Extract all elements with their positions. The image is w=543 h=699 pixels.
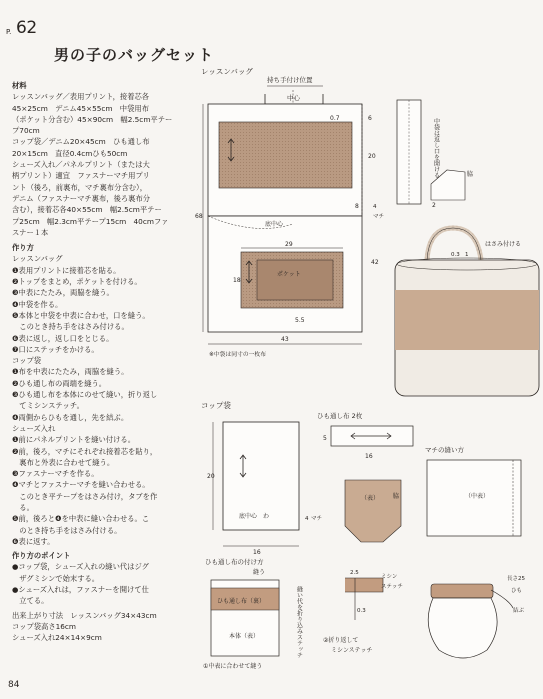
finished-size-line: コップ袋高さ16cm: [12, 621, 77, 631]
casing-attach-title: ひも通し布の付け方: [205, 558, 264, 566]
material-line: コップ袋／デニム20×45cm ひも通し布: [12, 137, 150, 147]
shoes-heading: シューズ入れ: [12, 423, 56, 433]
finished-list: [12, 621, 195, 644]
shoes-step: ❷前，後ろ，マチにそれぞれ接着芯を貼り，: [12, 446, 158, 456]
body-front-label: 本体（表）: [229, 633, 260, 640]
machine-label: ミシン: [381, 574, 398, 580]
pocket-label: ポケット: [277, 271, 301, 278]
shoes-step: ❶前にパネルプリントを縫い付ける。: [12, 435, 135, 445]
side-label: 脇: [467, 171, 474, 178]
lesson-step: ❼口にステッチをかける。: [12, 344, 99, 354]
lesson-step: ❸中表にたたみ，両脇を縫う。: [12, 288, 114, 298]
dim-42: 42: [371, 259, 379, 266]
page-number: 84: [8, 680, 20, 690]
lesson-denim-band: [219, 122, 352, 188]
finished-heading: 出来上がり寸法 レッスンバッグ34×43cm: [12, 610, 157, 620]
lesson-step: ❻表に返し，返し口をとじる。: [12, 333, 114, 343]
materials-list: [12, 91, 195, 238]
tote-denim-band: [395, 290, 539, 350]
dim-18: 18: [233, 277, 241, 284]
howto-heading: 作り方: [12, 243, 34, 253]
sew-label: 縫う: [253, 569, 266, 576]
lining-note: ※中袋は同寸の一枚布: [209, 352, 267, 358]
mache-label: マチ: [373, 214, 385, 220]
gusset-right-sides-label: （中表）: [465, 493, 490, 500]
lesson-step: ❷トップをまとめ，ポケットを付ける。: [12, 277, 142, 287]
cup-steps: [12, 366, 195, 422]
cup-mache-label: マチ: [311, 516, 323, 522]
lesson-heading: レッスンバッグ: [12, 254, 63, 264]
points-heading: 作り方のポイント: [12, 551, 71, 561]
pocket: [257, 260, 333, 300]
dim-6: 6: [368, 115, 372, 122]
point-item: 立てる。: [12, 596, 49, 606]
casing-dim-5: 5: [323, 435, 327, 442]
materials-heading: 材料: [12, 81, 27, 90]
dim-55: 5.5: [295, 317, 305, 324]
material-line: プ70cm: [12, 126, 40, 136]
casing-reverse-label: ひも通し布（裏）: [217, 598, 266, 605]
cup-heading: コップ袋: [12, 356, 42, 366]
gusset-diagram: [345, 480, 401, 542]
gusset-title: マチの縫い方: [425, 446, 464, 454]
gusset-side-label: 脇: [393, 493, 400, 500]
instructions-column: [12, 78, 195, 644]
dim-20: 20: [368, 153, 376, 160]
stitch-label: ステッチ: [381, 584, 403, 590]
shoes-steps: [12, 434, 195, 547]
material-line: スナー１本: [12, 227, 49, 237]
center-label: 中心: [287, 94, 300, 102]
dim-4: 4: [373, 204, 377, 210]
cup-dim-20: 20: [207, 473, 215, 480]
cup-step: ❹両側からひもを通し，先を結ぶ。: [12, 412, 129, 422]
step2b-label: ミシンステッチ: [331, 647, 373, 654]
material-line: 柄プリント）適宜 ファスナーマチ用プリ: [12, 171, 150, 181]
material-line: 含む），接着芯各40×55cm 幅2.5cm平テー: [12, 205, 162, 215]
material-line: ント（後ろ，前裏布，マチ裏布分含む），: [12, 182, 147, 192]
cup-dim-4: 4: [305, 516, 309, 522]
lesson-step: ❺本体と中袋を中表に合わせ，口を縫う。: [12, 310, 150, 320]
dim-68: 68: [195, 213, 203, 220]
tie-label: 結ぶ: [513, 608, 525, 614]
step2-dim-03: 0.3: [357, 608, 366, 614]
page-badge-number: 62: [16, 18, 37, 38]
sandwich-label: はさみ付ける: [485, 241, 522, 248]
cup-dim-16: 16: [253, 549, 261, 556]
dim-07: 0.7: [330, 115, 340, 122]
casing-dim-16: 16: [365, 453, 373, 460]
string-casing-title: ひも通し布 2枚: [317, 412, 363, 420]
dim-43: 43: [281, 336, 289, 343]
shoes-step: のとき持ち手をはさみ付ける。: [12, 525, 122, 535]
lesson-steps: [12, 265, 195, 355]
material-line: レッスンバッグ／表用プリント，接着芯各: [12, 92, 150, 102]
shoes-step: ❺前，後ろと❹を中表に縫い合わせる。こ: [12, 514, 150, 524]
dim-2: 2: [432, 202, 436, 209]
point-item: ●シューズ入れは，ファスナーを開けて仕: [12, 585, 149, 595]
step1-label: ①中表に合わせて縫う: [203, 663, 263, 670]
string-label: ひも: [511, 588, 523, 594]
pouch-casing: [431, 584, 493, 598]
dim-8: 8: [355, 203, 359, 210]
cup-step: ❶布を中表にたたみ，両脇を縫う。: [12, 367, 129, 377]
dim-1: 1: [465, 252, 469, 258]
material-line: シューズ入れ／パネルプリント（または大: [12, 160, 150, 170]
lesson-step: ❹中袋を作る。: [12, 299, 63, 309]
shoes-step: る。: [12, 502, 34, 512]
length-25-label: 長さ25: [507, 576, 525, 582]
page-title: 男の子のバッグセット: [54, 46, 215, 64]
point-item: ザグミシンで始末する。: [12, 573, 100, 583]
shoes-step: ❹マチとファスナーマチを縫い合わせる。: [12, 480, 150, 490]
material-line: プ25cm 幅2.3cm平テープ15cm 40cmファ: [12, 216, 169, 226]
page-badge-prefix: P.: [6, 28, 12, 36]
shoes-step: ❻表に返す。: [12, 536, 55, 546]
cup-step: ❸ひも通し布を本体にのせて縫い，折り返し: [12, 390, 158, 400]
material-line: 20×15cm 直径0.4cmひも50cm: [12, 148, 128, 158]
material-line: 45×25cm デニム45×55cm 中袋用布: [12, 103, 149, 113]
point-item: ●コップ袋，シューズ入れの縫い代はジグ: [12, 562, 149, 572]
bottom-center-label: 底中心: [265, 221, 284, 228]
gusset-outside-label: （表）: [361, 495, 380, 502]
cup-step: てミシンステッチ。: [12, 401, 84, 411]
handle-position-label: 持ち手付け位置: [267, 76, 313, 84]
material-line: デニム（ファスナーマチ裏布，後ろ裏布分: [12, 193, 151, 203]
dim-29: 29: [285, 241, 293, 248]
step2-dim-25: 2.5: [350, 570, 359, 576]
cup-bottom-label: 底中心 わ: [239, 513, 270, 520]
cup-section-label: コップ袋: [201, 401, 231, 410]
cup-step: ❷ひも通し布の両端を縫う。: [12, 378, 107, 388]
fold-stitch-label: 縫い代を折り込みステッチ: [295, 586, 303, 658]
lesson-section-label: レッスンバッグ: [201, 67, 253, 76]
lesson-step: ❶表用プリントに接着芯を貼る。: [12, 265, 121, 275]
lesson-step: このとき持ち手をはさみ付ける。: [12, 322, 129, 332]
shoes-step: ❸ファスナーマチを作る。: [12, 469, 99, 479]
material-line: （ポケット分含む）45×90cm 幅2.5cm平テー: [12, 114, 173, 124]
step2-label: ②折り返して: [323, 637, 359, 644]
lining-opening-note: 中袋は返し口を開ける: [432, 118, 440, 178]
dim-03: 0.3: [451, 252, 460, 258]
points-list: [12, 561, 195, 606]
shoes-step: 裏布と外表に合わせて縫う。: [12, 457, 115, 467]
diagrams: [195, 60, 543, 699]
drawstring-pouch: [428, 598, 497, 658]
finished-size-line: シューズ入れ24×14×9cm: [12, 633, 102, 643]
shoes-step: このとき平テープをはさみ付け，タブを作: [12, 491, 158, 501]
